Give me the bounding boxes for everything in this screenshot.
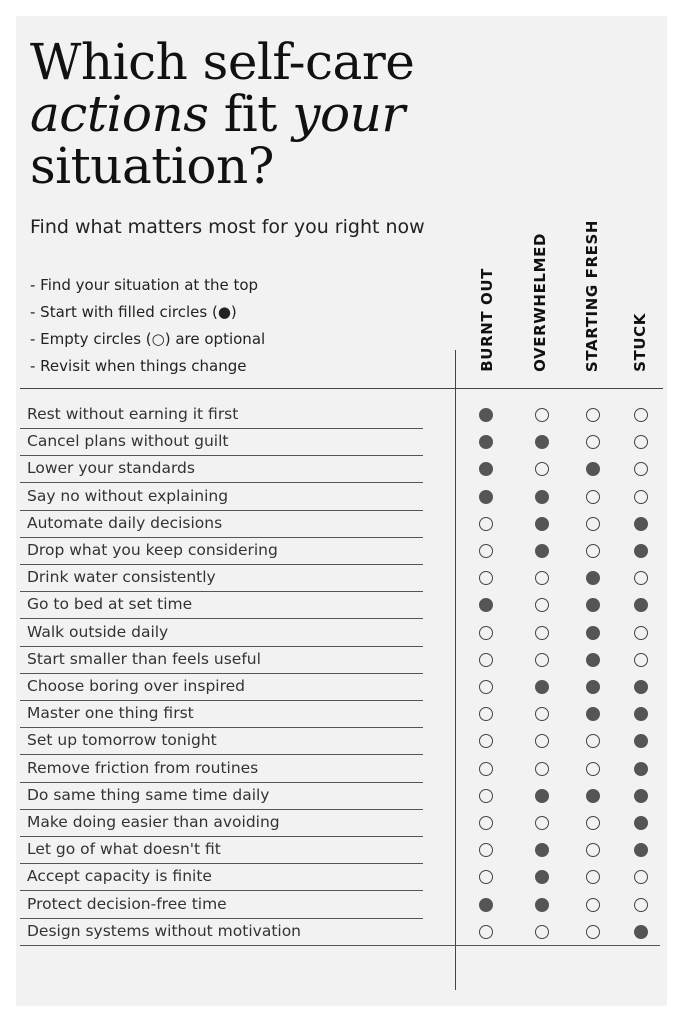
empty-circle-icon: [535, 762, 549, 776]
empty-circle-icon: [535, 598, 549, 612]
empty-circle-icon: [586, 435, 600, 449]
filled-circle-icon: [535, 435, 549, 449]
table-row: [20, 892, 660, 919]
filled-circle-icon: [535, 870, 549, 884]
filled-circle-icon: [634, 707, 648, 721]
filled-circle-icon: [586, 626, 600, 640]
empty-circle-icon: [535, 816, 549, 830]
action-label: Set up tomorrow tonight: [27, 731, 217, 750]
empty-circle-icon: [479, 653, 493, 667]
filled-circle-icon: [479, 490, 493, 504]
empty-circle-icon: [479, 544, 493, 558]
title-word-actions: actions: [30, 85, 209, 143]
action-label: Lower your standards: [27, 459, 195, 478]
table-row: [20, 837, 660, 864]
action-label: Cancel plans without guilt: [27, 432, 229, 451]
row-underline: [20, 945, 660, 946]
empty-circle-icon: [479, 789, 493, 803]
table-row: [20, 511, 660, 538]
action-label: Protect decision-free time: [27, 894, 227, 913]
filled-circle-icon: [634, 544, 648, 558]
table-row: [20, 728, 660, 755]
empty-circle-icon: [479, 870, 493, 884]
empty-circle-icon: [479, 762, 493, 776]
empty-circle-icon: [479, 734, 493, 748]
filled-circle-icon: [535, 843, 549, 857]
filled-circle-icon: [535, 680, 549, 694]
empty-circle-icon: [586, 517, 600, 531]
filled-circle-icon: [586, 462, 600, 476]
filled-circle-icon: [634, 734, 648, 748]
empty-circle-icon: [586, 870, 600, 884]
filled-circle-icon: [634, 843, 648, 857]
filled-circle-icon: [634, 762, 648, 776]
table-row: [20, 810, 660, 837]
empty-circle-icon: [634, 462, 648, 476]
instructions-list: [30, 272, 265, 380]
empty-circle-icon: [535, 734, 549, 748]
action-label: Remove friction from routines: [27, 758, 259, 777]
filled-circle-icon: [634, 680, 648, 694]
action-label: Master one thing first: [27, 704, 194, 723]
table-row: [20, 647, 660, 674]
action-label: Accept capacity is finite: [27, 867, 212, 886]
empty-circle-icon: [586, 734, 600, 748]
empty-circle-icon: [586, 925, 600, 939]
table-row: [20, 402, 660, 429]
empty-circle-icon: [586, 816, 600, 830]
empty-circle-icon: [535, 462, 549, 476]
action-label: Do same thing same time daily: [27, 785, 270, 804]
title-word-your: your: [292, 85, 405, 143]
empty-circle-icon: [634, 435, 648, 449]
filled-circle-icon: [479, 435, 493, 449]
table-row: [20, 538, 660, 565]
action-label: Drink water consistently: [27, 568, 216, 587]
table-row: [20, 456, 660, 483]
table-row: [20, 674, 660, 701]
table-row: [20, 756, 660, 783]
action-label: Go to bed at set time: [27, 595, 193, 614]
filled-circle-icon: [586, 789, 600, 803]
filled-circle-icon: [535, 490, 549, 504]
empty-circle-icon: [634, 408, 648, 422]
empty-circle-icon: [535, 925, 549, 939]
table-row: [20, 565, 660, 592]
title-line-2: [30, 85, 414, 143]
title-word-fit: fit: [208, 85, 293, 143]
table-row: [20, 864, 660, 891]
action-label: Drop what you keep considering: [27, 541, 278, 559]
empty-circle-icon: [586, 490, 600, 504]
table-row: [20, 783, 660, 810]
action-label: Start smaller than feels useful: [27, 649, 261, 668]
empty-circle-icon: [479, 843, 493, 857]
empty-circle-icon: [479, 571, 493, 585]
filled-circle-icon: [535, 789, 549, 803]
filled-circle-icon: [634, 925, 648, 939]
column-header-overwhelmed: OVERWHELMED: [531, 233, 549, 372]
empty-circle-icon: [634, 653, 648, 667]
empty-circle-icon: [586, 544, 600, 558]
empty-circle-icon: [586, 843, 600, 857]
filled-circle-icon: [586, 571, 600, 585]
filled-circle-icon: [535, 544, 549, 558]
empty-circle-icon: [479, 517, 493, 531]
action-label: Walk outside daily: [27, 622, 169, 641]
action-label: Say no without explaining: [27, 486, 229, 505]
column-header-stuck: STUCK: [631, 313, 649, 372]
action-label: Choose boring over inspired: [27, 677, 245, 695]
empty-circle-icon: [634, 898, 648, 912]
page-title: [30, 33, 415, 195]
filled-circle-icon: [586, 598, 600, 612]
empty-circle-icon: [535, 571, 549, 585]
empty-circle-icon: [535, 408, 549, 422]
instruction-item: - Empty circles (○) are optional: [30, 330, 266, 348]
empty-circle-icon: [586, 898, 600, 912]
empty-circle-icon: [479, 816, 493, 830]
action-label: Design systems without motivation: [27, 921, 302, 940]
filled-circle-icon: [479, 598, 493, 612]
empty-circle-icon: [535, 707, 549, 721]
filled-circle-icon: [479, 898, 493, 912]
filled-circle-icon: [634, 598, 648, 612]
action-label: Rest without earning it first: [27, 405, 239, 423]
empty-circle-icon: [634, 490, 648, 504]
instruction-item: - Find your situation at the top: [30, 276, 259, 294]
empty-circle-icon: [634, 870, 648, 884]
action-label: Make doing easier than avoiding: [27, 813, 280, 831]
empty-circle-icon: [634, 626, 648, 640]
empty-circle-icon: [535, 653, 549, 667]
subtitle: Find what matters most for you right now: [30, 216, 425, 238]
header-divider: [20, 388, 663, 389]
filled-circle-icon: [586, 653, 600, 667]
empty-circle-icon: [479, 680, 493, 694]
instruction-item: - Start with filled circles (●): [30, 303, 237, 321]
filled-circle-icon: [634, 789, 648, 803]
table-row: [20, 919, 660, 946]
filled-circle-icon: [634, 816, 648, 830]
filled-circle-icon: [479, 408, 493, 422]
table-row: [20, 701, 660, 728]
column-header-burnt-out: BURNT OUT: [478, 268, 496, 372]
column-header-starting-fresh: STARTING FRESH: [583, 219, 601, 372]
table-row: [20, 484, 660, 511]
empty-circle-icon: [479, 626, 493, 640]
title-line-3: situation?: [30, 137, 274, 195]
filled-circle-icon: [535, 517, 549, 531]
action-label: Let go of what doesn't fit: [27, 840, 221, 859]
empty-circle-icon: [479, 925, 493, 939]
empty-circle-icon: [634, 571, 648, 585]
instruction-item: - Revisit when things change: [30, 357, 247, 375]
table-row: [20, 429, 660, 456]
filled-circle-icon: [634, 517, 648, 531]
filled-circle-icon: [586, 707, 600, 721]
filled-circle-icon: [479, 462, 493, 476]
table-row: [20, 592, 660, 619]
table-row: [20, 620, 660, 647]
empty-circle-icon: [586, 408, 600, 422]
filled-circle-icon: [535, 898, 549, 912]
empty-circle-icon: [535, 626, 549, 640]
title-line-1: Which self-care: [30, 33, 415, 91]
action-label: Automate daily decisions: [27, 513, 223, 532]
empty-circle-icon: [479, 707, 493, 721]
filled-circle-icon: [586, 680, 600, 694]
empty-circle-icon: [586, 762, 600, 776]
